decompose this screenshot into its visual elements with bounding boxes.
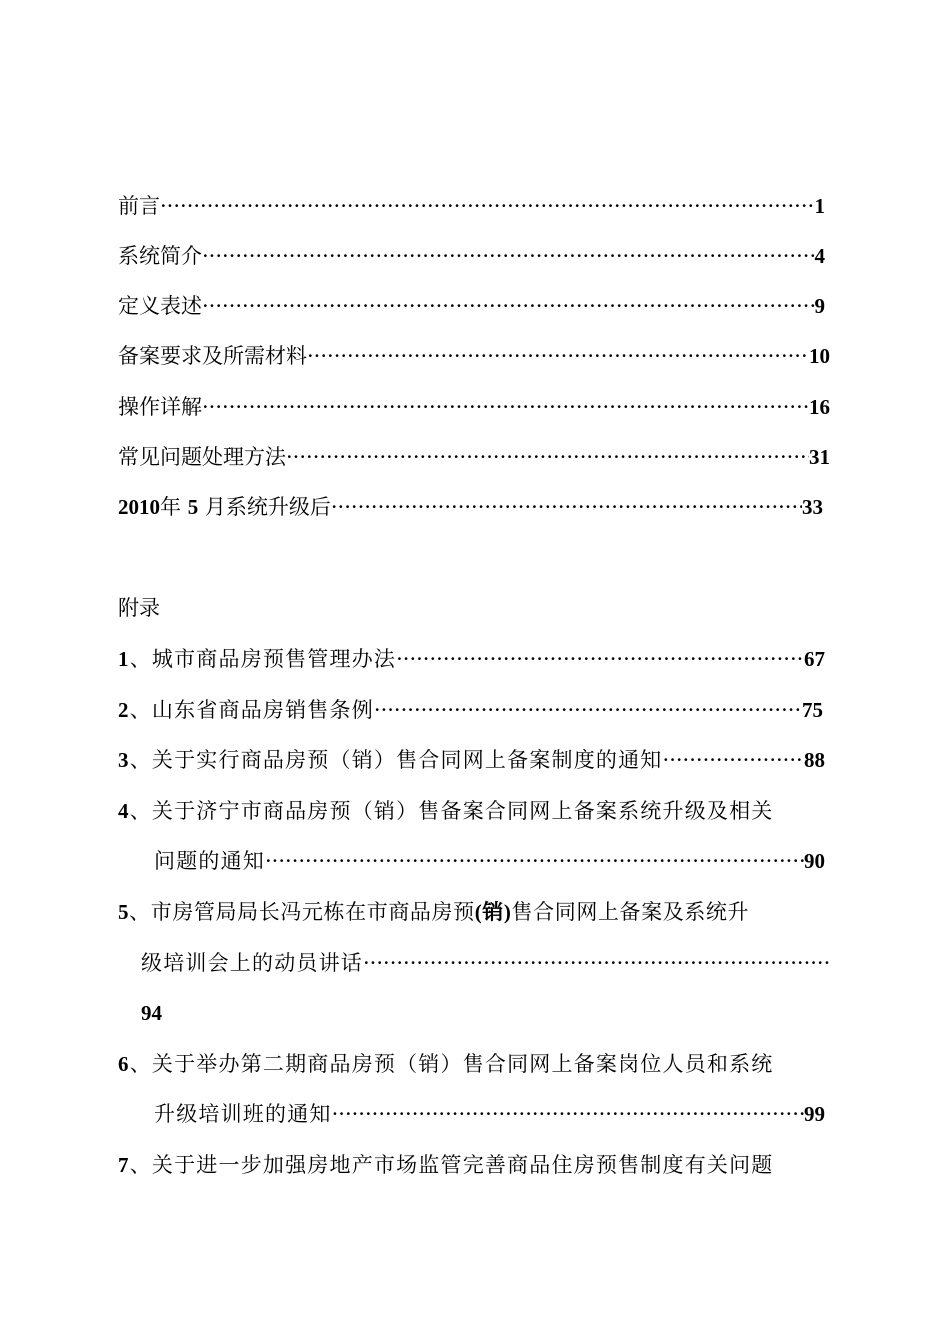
dot-leader	[202, 392, 809, 422]
appendix-entry-separator: 、	[129, 647, 152, 671]
appendix-entry-title	[118, 897, 749, 927]
appendix-entry-text: 级培训会上的动员讲话	[141, 951, 363, 975]
appendix-entry[interactable]	[118, 897, 749, 927]
dot-leader	[202, 241, 815, 271]
appendix-entry-separator: 、	[129, 1153, 152, 1177]
appendix-entry-text: 关于举办第二期商品房预（销）售合同网上备案岗位人员和系统	[151, 1052, 774, 1076]
toc-entry-title	[118, 492, 331, 522]
appendix-heading	[118, 593, 160, 623]
appendix-entry-number: 3	[118, 748, 130, 772]
appendix-entry-number: 2	[118, 698, 130, 722]
appendix-entry-number: 4	[118, 799, 130, 823]
toc-entry-title: 备案要求及所需材料	[118, 344, 307, 368]
toc-entry[interactable]	[118, 392, 830, 422]
appendix-entry-number: 6	[118, 1052, 130, 1076]
appendix-entry-title	[118, 1150, 774, 1180]
toc-entry-year: 2010	[118, 495, 160, 519]
toc-entry-title: 前言	[118, 194, 160, 218]
appendix-entry-page-line	[141, 998, 162, 1028]
dot-leader	[363, 948, 832, 978]
dot-leader	[332, 1099, 804, 1129]
appendix-entry-page: 75	[802, 698, 823, 722]
toc-entry-title-rest: 月系统升级后	[204, 495, 331, 519]
appendix-entry-text: 升级培训班的通知	[154, 1102, 332, 1126]
toc-entry-page: 31	[809, 445, 830, 469]
appendix-entry-continuation[interactable]	[154, 1099, 825, 1129]
appendix-entry[interactable]	[118, 745, 825, 775]
appendix-entry-text: (销)	[474, 900, 512, 924]
appendix-entry-page: 99	[804, 1102, 825, 1126]
appendix-entry-title	[118, 745, 663, 775]
appendix-entry-text: 关于济宁市商品房预（销）售备案合同网上备案系统升级及相关	[151, 799, 774, 823]
dot-leader	[374, 695, 802, 725]
toc-entry-page: 1	[814, 194, 825, 218]
appendix-entry-title	[118, 695, 374, 725]
appendix-entry-separator: 、	[129, 900, 151, 924]
dot-leader	[307, 341, 809, 371]
toc-entry[interactable]	[118, 291, 825, 321]
appendix-entry-separator: 、	[129, 748, 152, 772]
appendix-entry-separator: 、	[129, 799, 152, 823]
toc-entry-title: 常见问题处理方法	[118, 445, 286, 469]
appendix-entry-title	[118, 644, 396, 674]
appendix-entry-page: 94	[141, 1001, 162, 1025]
appendix-entry-page: 67	[804, 647, 825, 671]
appendix-entry-number: 1	[118, 647, 130, 671]
appendix-entry-number: 7	[118, 1153, 130, 1177]
appendix-entry-continuation[interactable]	[141, 948, 832, 978]
dot-leader	[396, 644, 804, 674]
appendix-entry[interactable]	[118, 796, 774, 826]
appendix-entry-text: 山东省商品房销售条例	[151, 698, 374, 722]
toc-entry-page: 10	[809, 344, 830, 368]
toc-entry-year-char: 年	[160, 495, 181, 519]
appendix-entry-text: 售合同网上备案及系统升	[511, 900, 750, 924]
dot-leader	[331, 492, 802, 522]
appendix-entry[interactable]	[118, 1150, 774, 1180]
toc-entry-title: 定义表述	[118, 294, 202, 318]
dot-leader	[160, 191, 815, 221]
toc-entry[interactable]	[118, 241, 825, 271]
dot-leader	[202, 291, 815, 321]
toc-entry-month: 5	[187, 495, 199, 519]
toc-entry[interactable]	[118, 492, 823, 522]
appendix-heading-text: 附录	[118, 596, 160, 620]
appendix-entry-title	[118, 796, 774, 826]
toc-entry-title: 系统简介	[118, 244, 202, 268]
appendix-entry-continuation[interactable]	[154, 846, 825, 876]
toc-entry[interactable]	[118, 191, 825, 221]
appendix-entry-separator: 、	[129, 1052, 152, 1076]
dot-leader	[663, 745, 804, 775]
appendix-entry-title	[118, 1049, 774, 1079]
appendix-entry-text: 市房管局局长冯元栋在市商品房预	[150, 900, 475, 924]
appendix-entry-text: 城市商品房预售管理办法	[151, 647, 397, 671]
appendix-entry-text: 关于进一步加强房地产市场监管完善商品住房预售制度有关问题	[151, 1153, 774, 1177]
appendix-entry-page: 90	[804, 849, 825, 873]
dot-leader	[265, 846, 804, 876]
toc-entry-page: 33	[802, 495, 823, 519]
appendix-entry-text: 关于实行商品房预（销）售合同网上备案制度的通知	[151, 748, 663, 772]
dot-leader	[286, 442, 809, 472]
toc-entry-page: 4	[814, 244, 825, 268]
toc-entry[interactable]	[118, 442, 830, 472]
appendix-entry[interactable]	[118, 695, 823, 725]
toc-entry-title: 操作详解	[118, 395, 202, 419]
appendix-entry-text: 问题的通知	[154, 849, 265, 873]
toc-entry-page: 9	[814, 294, 825, 318]
appendix-entry-number: 5	[118, 900, 130, 924]
appendix-entry[interactable]	[118, 644, 825, 674]
appendix-entry[interactable]	[118, 1049, 774, 1079]
toc-entry[interactable]	[118, 341, 830, 371]
appendix-entry-page: 88	[804, 748, 825, 772]
appendix-entry-separator: 、	[129, 698, 152, 722]
toc-entry-page: 16	[809, 395, 830, 419]
